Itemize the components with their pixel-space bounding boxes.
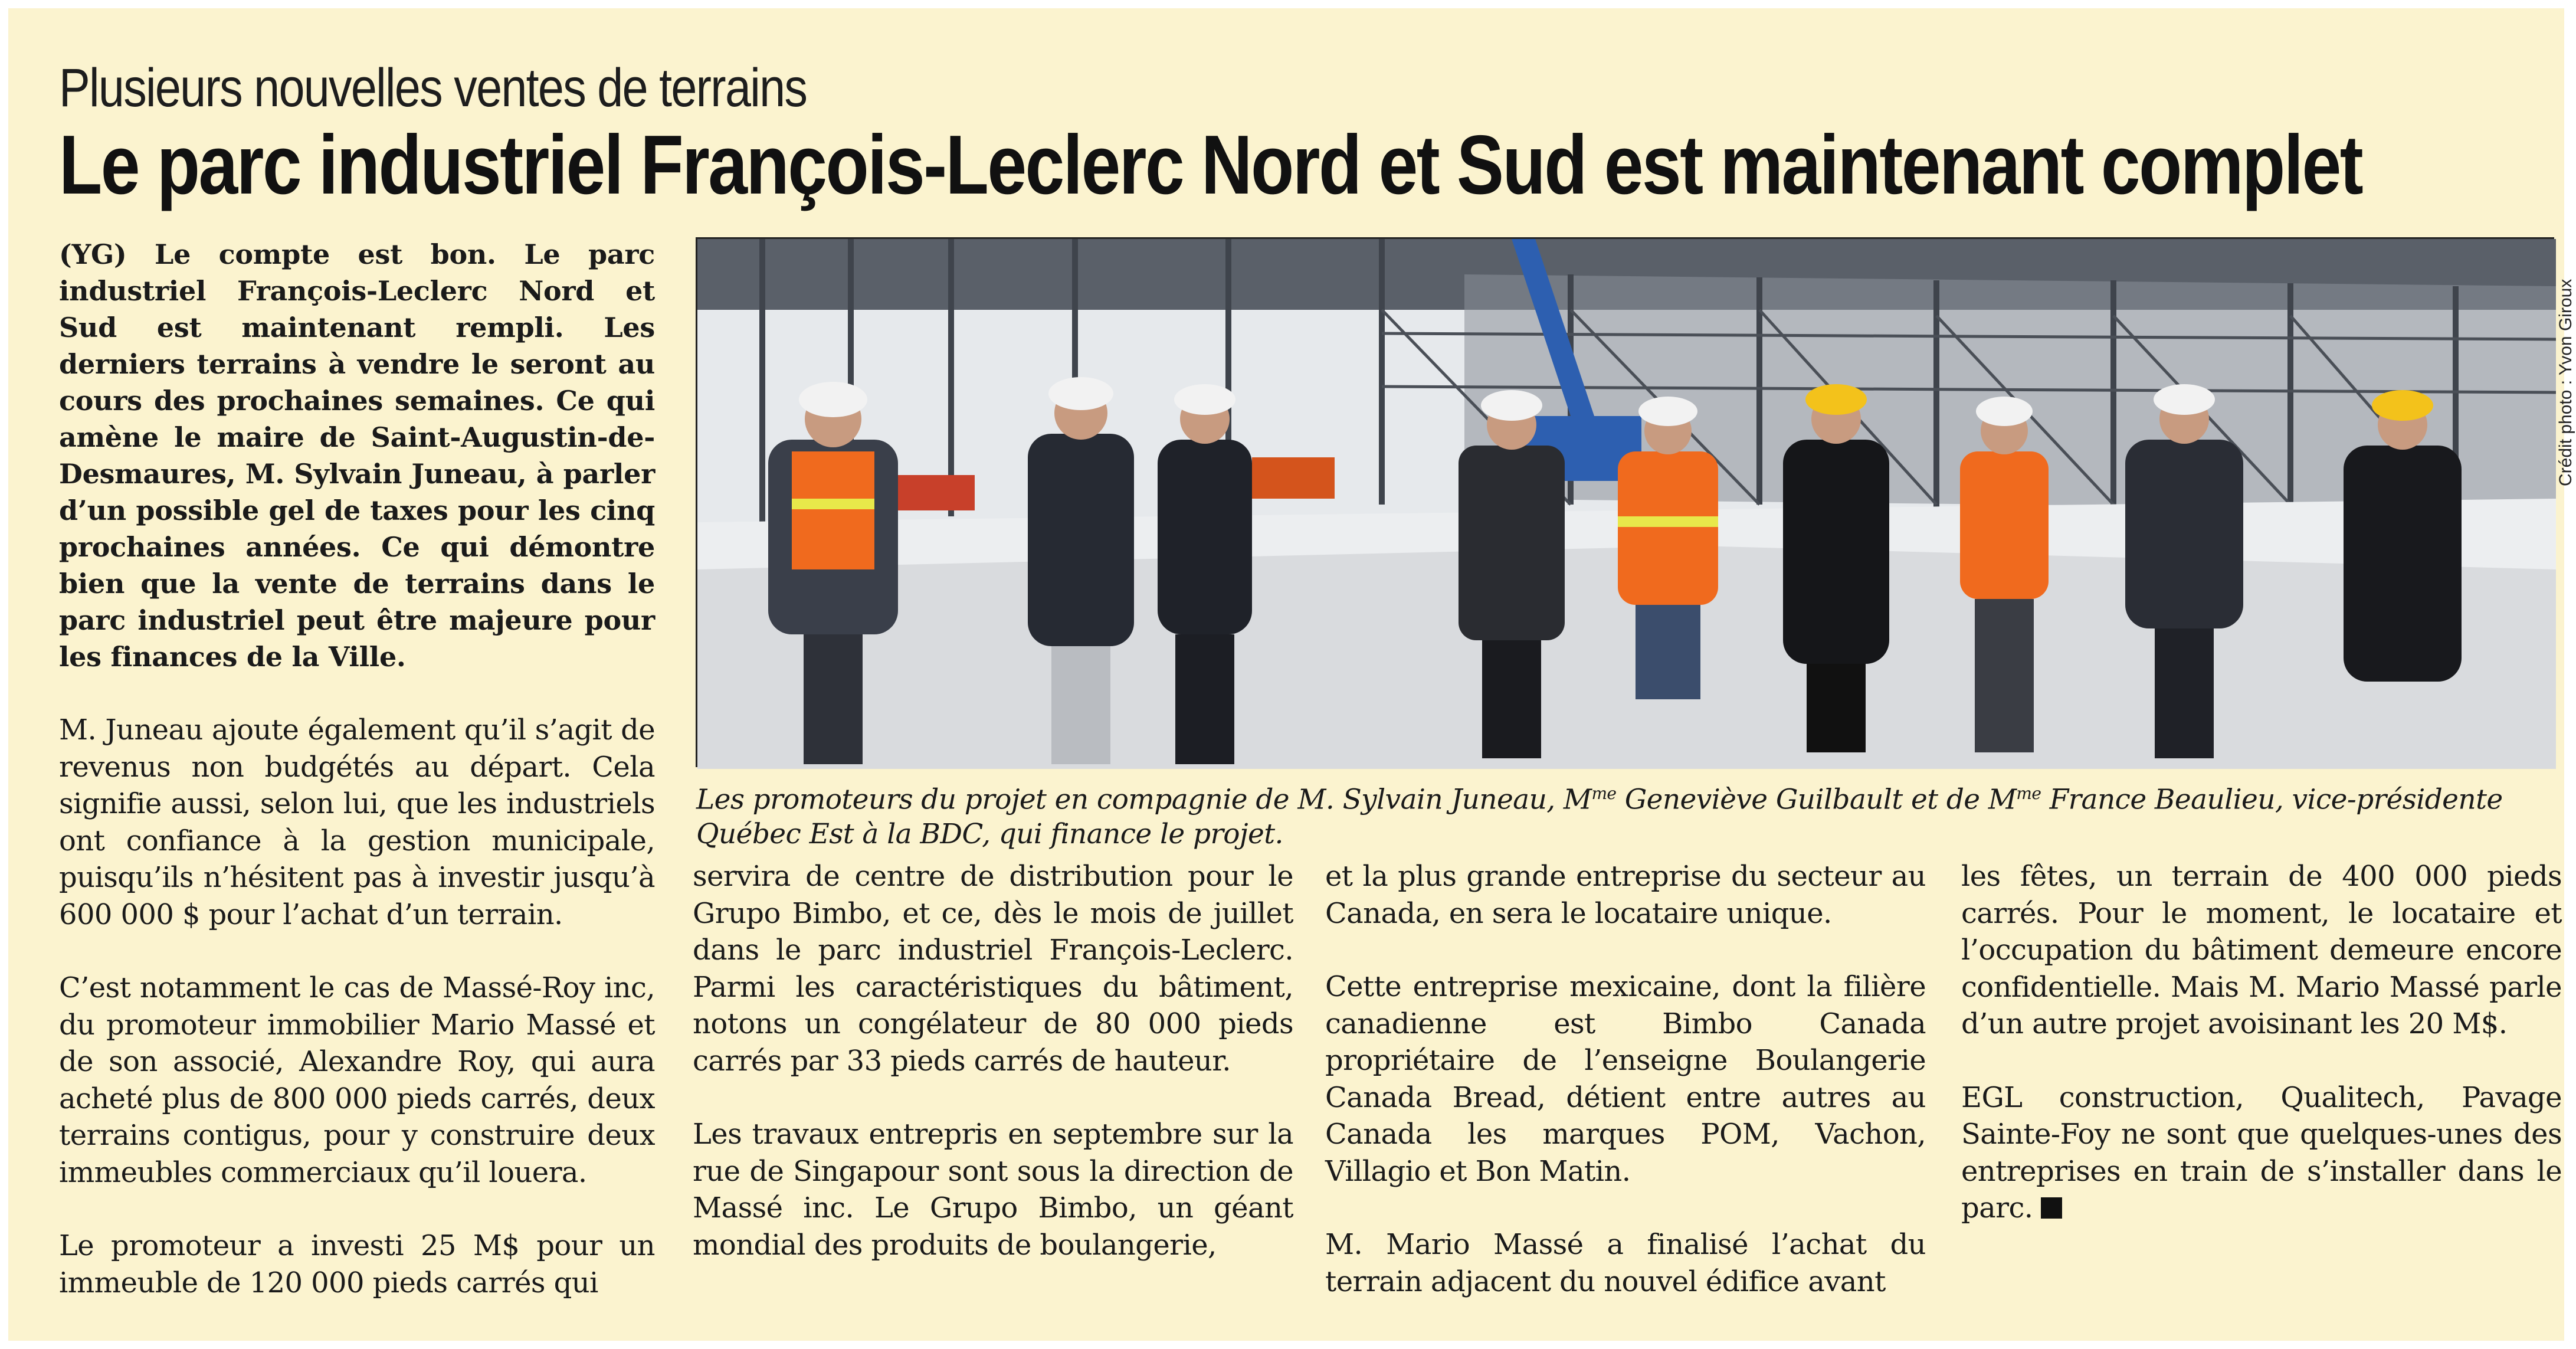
article-lead-paragraph: (YG) Le compte est bon. Le parc industriel François-Leclerc Nord et Sud est maintenant rempli. Les derniers terrains à vendre le seront au cours des prochaines semaines. Ce qui amène le maire de Saint-Augustin-de-Desmaures, M. Sylvain Juneau, à parler d’un possible gel de taxes pour les cinq prochaines années. Ce qui démontre bien que la vente de terrains dans le parc industriel peut être majeure pour les finances de la Ville. [59,238,655,673]
paragraph: Les travaux entrepris en septembre sur la rue de Singapour sont sous la direction de Massé inc. Le Grupo Bimbo, un géant mondial des produits de boulangerie, [693,1118,1293,1262]
caption-text: Geneviève Guilbault et de M [1616,783,2017,816]
article-column-2 [693,858,1293,1263]
paragraph: C’est notamment le cas de Massé-Roy inc, du promoteur immobilier Mario Massé et de son associé, Alexandre Roy, qui aura acheté plus de 800 000 pieds carrés, deux terrains contigus, pour y construire deux immeubles commerciaux qu’il louera. [59,971,655,1189]
paragraph: M. Mario Massé a finalisé l’achat du terrain adjacent du nouvel édifice avant [1325,1228,1926,1298]
paragraph: M. Juneau ajoute également qu’il s’agit de revenus non budgétés au départ. Cela signifie aussi, selon lui, que les industriels ont confiance à la gestion municipale, puisqu’ils n’hésitent pas à investir jusqu’à 600 000 $ pour l’achat d’un terrain. [59,713,655,931]
paragraph: et la plus grande entreprise du secteur au Canada, en sera le locataire unique. [1325,860,1926,930]
photo-credit: Crédit photo : Yvon Giroux [2556,279,2575,486]
paragraph: Cette entreprise mexicaine, dont la filière canadienne est Bimbo Canada propriétaire de l’enseigne Boulangerie Canada Bread, détient entre autres au Canada les marques POM, Vachon, Villagio et Bon Matin. [1325,970,1926,1188]
caption-text: France Beaulieu, vice-présidente Québec Est à la BDC, qui finance le projet. [696,783,2503,850]
paragraph: les fêtes, un terrain de 400 000 pieds carrés. Pour le moment, le locataire et l’occupation du bâtiment demeure encore confidentielle. Mais M. Mario Massé parle d’un autre projet avoisinant les 20 M$. [1961,860,2562,1040]
article-column-4 [1961,858,2562,1227]
end-of-article-mark-icon [2041,1197,2062,1219]
paragraph-final [1961,1079,2562,1227]
article-headline: Le parc industriel François-Leclerc Nord et Sud est maintenant complet [59,118,2362,212]
caption-superscript: me [2016,784,2041,803]
paragraph: servira de centre de distribution pour le Grupo Bimbo, et ce, dès le mois de juillet dans le parc industriel François-Leclerc. Parmi les caractéristiques du bâtiment, notons un congélateur de 80 000 pieds carrés par 33 pieds carrés de hauteur. [693,860,1293,1078]
article-kicker: Plusieurs nouvelles ventes de terrains [59,58,807,118]
construction-site-group-photo [697,239,2556,769]
article-photo [696,237,2554,767]
caption-text: Les promoteurs du projet en compagnie de M. Sylvain Juneau, M [696,783,1592,816]
article-column-3 [1325,858,1926,1300]
paragraph: Le promoteur a investi 25 M$ pour un immeuble de 120 000 pieds carrés qui [59,1229,655,1299]
photo-caption [696,777,2558,852]
newspaper-page [8,8,2575,1341]
caption-superscript: me [1591,784,1617,803]
red-lift [886,475,975,510]
orange-lift [1252,457,1335,499]
article-column-1 [59,712,655,1301]
paragraph-text: EGL construction, Qualitech, Pavage Sainte-Foy ne sont que quelques-unes des entreprises en train de s’installer dans le parc. [1961,1080,2562,1224]
